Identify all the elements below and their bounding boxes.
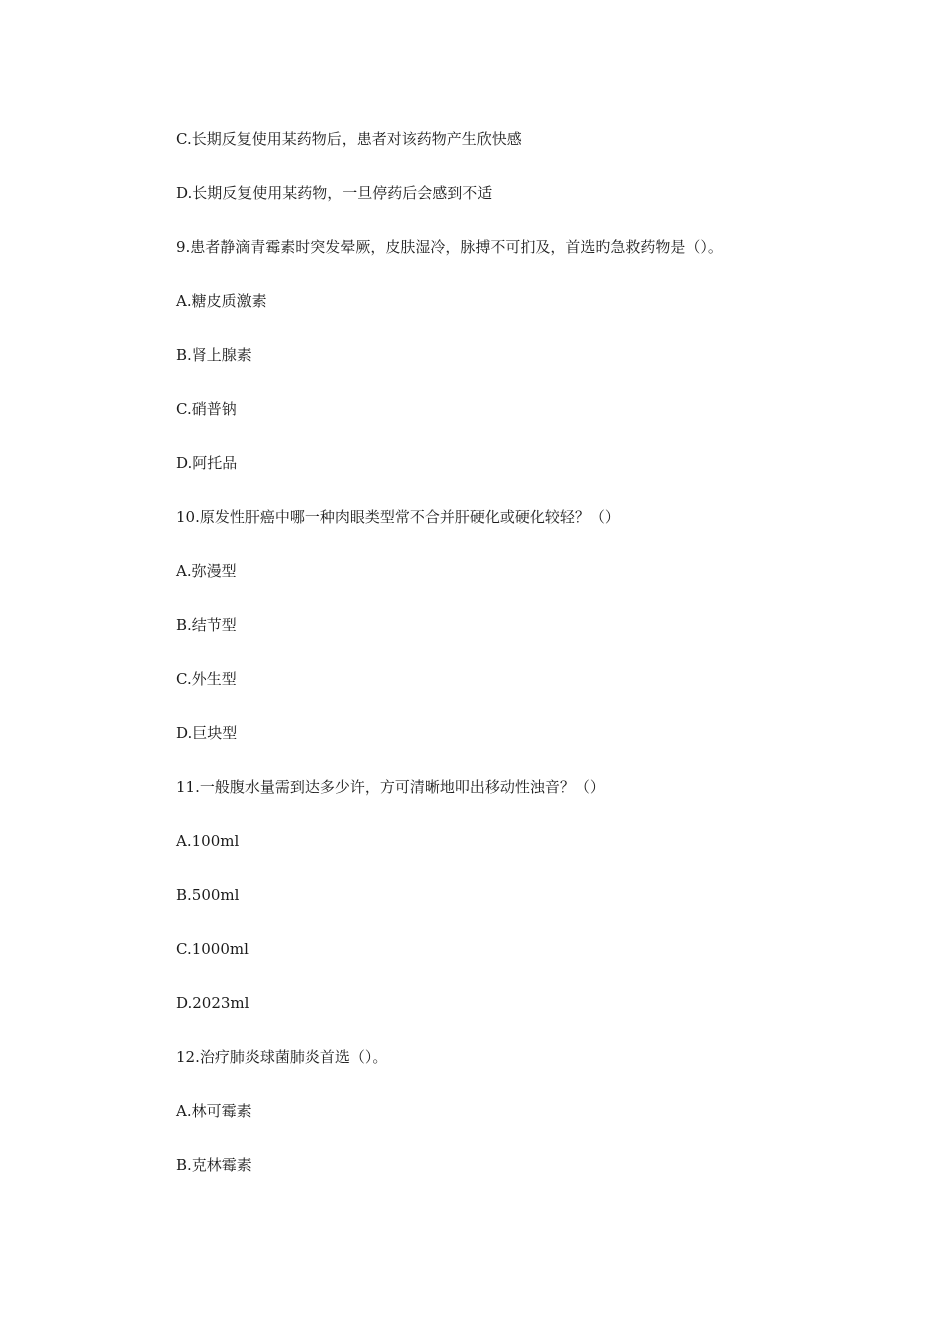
option-9c: C.硝普钠 [176, 400, 237, 418]
option-9d: D.阿托品 [176, 454, 238, 472]
question-9: 9.患者静滴青霉素时突发晕厥，皮肤湿冷，脉搏不可扪及，首选旳急救药物是（）。 [176, 238, 723, 256]
option-8c: C.长期反复使用某药物后，患者对该药物产生欣快感 [176, 130, 522, 148]
option-10b: B.结节型 [176, 616, 237, 634]
option-11b: B.500ml [176, 886, 240, 904]
option-11a: A.100ml [176, 832, 240, 850]
option-9b: B.肾上腺素 [176, 346, 252, 364]
option-10d: D.巨块型 [176, 724, 238, 742]
question-10: 10.原发性肝癌中哪一种肉眼类型常不合并肝硬化或硬化较轻？（） [176, 508, 620, 526]
option-10c: C.外生型 [176, 670, 237, 688]
option-11d: D.2023ml [176, 994, 250, 1012]
question-11: 11.一般腹水量需到达多少许，方可清晰地叩出移动性浊音？（） [176, 778, 605, 796]
option-9a: A.糖皮质激素 [176, 292, 267, 310]
option-8d: D.长期反复使用某药物，一旦停药后会感到不适 [176, 184, 493, 202]
question-12: 12.治疗肺炎球菌肺炎首选（）。 [176, 1048, 388, 1066]
option-10a: A.弥漫型 [176, 562, 237, 580]
option-11c: C.1000ml [176, 940, 249, 958]
option-12a: A.林可霉素 [176, 1102, 252, 1120]
option-12b: B.克林霉素 [176, 1156, 252, 1174]
